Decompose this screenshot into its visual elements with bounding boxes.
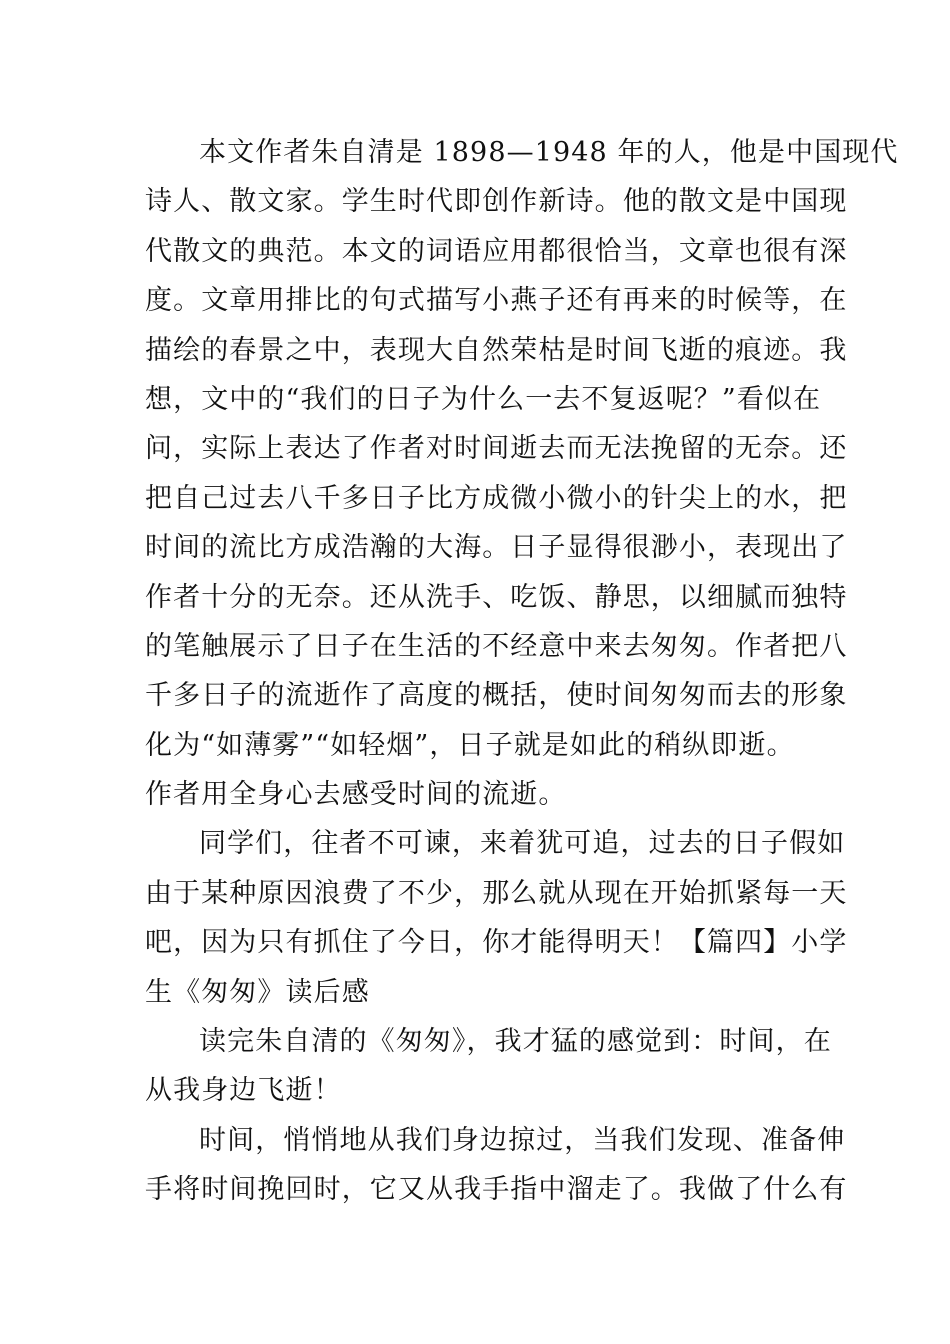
text-line: 千多日子的流逝作了高度的概括，使时间匆匆而去的形象 — [145, 680, 848, 712]
text-line: 由于某种原因浪费了不少，那么就从现在开始抓紧每一天 — [145, 877, 848, 909]
text-line: 本文作者朱自清是 1898—1948 年的人，他是中国现代 — [199, 137, 899, 168]
text-line: 时间，悄悄地从我们身边掠过，当我们发现、准备伸 — [199, 1124, 846, 1156]
text-line: 诗人、散文家。学生时代即创作新诗。他的散文是中国现 — [145, 186, 848, 218]
paragraph-4 — [145, 1116, 848, 1215]
text-line: 同学们，往者不可谏，来着犹可追，过去的日子假如 — [199, 828, 846, 860]
text-line: 作者用全身心去感受时间的流逝。 — [145, 779, 567, 811]
text-line: 读完朱自清的《匆匆》，我才猛的感觉到：时间，在 — [199, 1026, 832, 1058]
paragraph-3 — [145, 1017, 832, 1116]
text-line: 化为“如薄雾”“如轻烟”，日子就是如此的稍纵即逝。 — [145, 729, 795, 761]
text-line: 从我身边飞逝！ — [145, 1075, 342, 1107]
paragraph-2 — [145, 819, 848, 1017]
text-line: 的笔触展示了日子在生活的不经意中来去匆匆。作者把八 — [145, 630, 848, 662]
text-line: 作者十分的无奈。还从洗手、吃饭、静思，以细腻而独特 — [145, 581, 848, 613]
document-body — [145, 128, 899, 1215]
text-line: 时间的流比方成浩瀚的大海。日子显得很渺小，表现出了 — [145, 532, 848, 564]
text-line: 手将时间挽回时，它又从我手指中溜走了。我做了什么有 — [145, 1174, 848, 1206]
text-line: 把自己过去八千多日子比方成微小微小的针尖上的水，把 — [145, 482, 848, 514]
text-line: 代散文的典范。本文的词语应用都很恰当，文章也很有深 — [145, 235, 848, 267]
text-line: 问，实际上表达了作者对时间逝去而无法挽留的无奈。还 — [145, 433, 848, 465]
text-line: 生《匆匆》读后感 — [145, 976, 370, 1008]
text-line: 描绘的春景之中，表现大自然荣枯是时间飞逝的痕迹。我 — [145, 334, 848, 366]
paragraph-1 — [145, 128, 899, 819]
text-line: 度。文章用排比的句式描写小燕子还有再来的时候等，在 — [145, 285, 848, 317]
text-line: 吧，因为只有抓住了今日，你才能得明天！【篇四】小学 — [145, 927, 848, 959]
text-line: 想，文中的“我们的日子为什么一去不复返呢？”看似在 — [145, 383, 822, 415]
